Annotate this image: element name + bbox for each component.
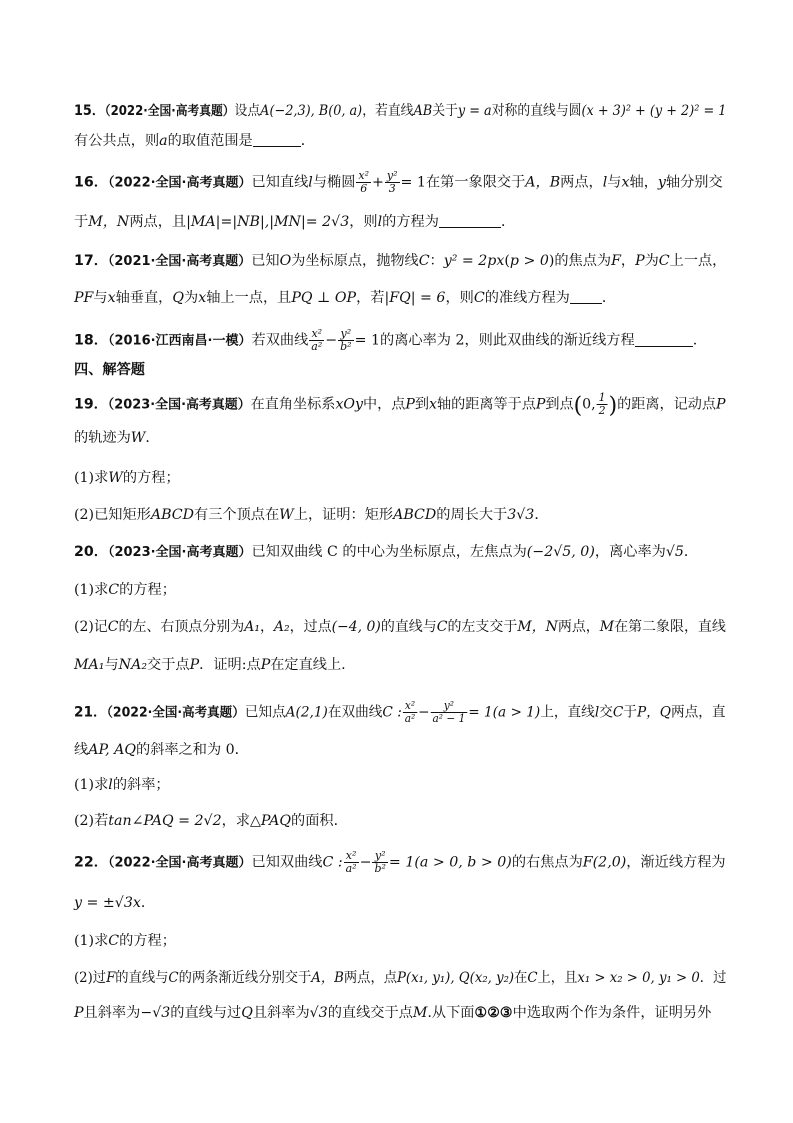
math: (x + 3)² + (y + 2)² = 1 bbox=[581, 103, 727, 119]
numerator: x² bbox=[309, 328, 324, 341]
math: x bbox=[621, 174, 630, 191]
text: (2)记 bbox=[74, 619, 108, 635]
math: M，N bbox=[88, 214, 130, 230]
problem-17-line-2 bbox=[74, 288, 726, 308]
math: W bbox=[130, 430, 146, 446]
fraction bbox=[385, 170, 400, 195]
text: 在直角坐标系 bbox=[250, 396, 336, 413]
text: 与 bbox=[93, 290, 108, 306]
numerator: x² bbox=[358, 169, 370, 182]
problem-source: （2023·全国·高考真题） bbox=[107, 545, 252, 560]
math: l bbox=[602, 174, 608, 191]
fraction bbox=[338, 328, 353, 353]
math: C : bbox=[322, 854, 343, 871]
problem-16-line-2 bbox=[74, 212, 726, 232]
text: 上，证明：矩形 bbox=[293, 507, 394, 523]
text: 的方程； bbox=[119, 933, 176, 949]
text: . bbox=[692, 332, 698, 349]
math: |FQ| = 6 bbox=[384, 290, 446, 306]
math: y = a bbox=[457, 103, 492, 119]
problem-source: （2016·江西南昌·一模） bbox=[107, 333, 252, 349]
problem-15-line-2 bbox=[74, 131, 726, 151]
numerator: y² bbox=[372, 850, 387, 863]
problem-19-part-2 bbox=[74, 505, 726, 525]
text: 且斜率为 bbox=[252, 1005, 310, 1021]
text: 为 bbox=[184, 290, 199, 306]
text: ( bbox=[504, 253, 510, 269]
text: 上一点， bbox=[669, 253, 727, 269]
math: O bbox=[279, 253, 292, 269]
math: F(2,0) bbox=[582, 854, 627, 871]
numerator: y² bbox=[386, 169, 398, 182]
problem-number: 17． bbox=[74, 253, 108, 269]
math: C bbox=[436, 619, 448, 635]
math: C bbox=[168, 970, 179, 986]
problem-22-part-2-cont bbox=[74, 1003, 726, 1023]
math: F bbox=[106, 970, 116, 986]
text: 在第二象限，直线 bbox=[614, 619, 726, 635]
text: 的右焦点为 bbox=[511, 854, 583, 871]
math: P bbox=[635, 253, 645, 269]
text: 的斜率之和为 0． bbox=[136, 742, 249, 758]
fraction bbox=[309, 328, 324, 353]
text: 若双曲线 bbox=[251, 332, 309, 349]
text: (1)求 bbox=[74, 582, 109, 598]
text: 有公共点，则 bbox=[74, 133, 160, 149]
numerator: y² bbox=[338, 328, 353, 341]
text: .从下面 bbox=[427, 1005, 475, 1021]
text: 对称的直线与圆 bbox=[491, 103, 582, 119]
text: 线 bbox=[74, 742, 89, 758]
numerator: x² bbox=[344, 850, 359, 863]
math: Q bbox=[172, 290, 185, 306]
math: √3 bbox=[309, 1005, 328, 1021]
math: A(2,1) bbox=[285, 704, 328, 721]
text: 的周长大于 bbox=[436, 507, 508, 523]
text: 已知直线 bbox=[251, 174, 309, 191]
problem-number: 22． bbox=[74, 854, 108, 871]
math: l bbox=[308, 174, 313, 191]
text: 到 bbox=[414, 396, 429, 413]
text: 且斜率为 bbox=[83, 1005, 141, 1021]
math: (−2√5, 0) bbox=[526, 544, 595, 560]
text: 的直线交于点 bbox=[327, 1005, 413, 1021]
text: (2)过 bbox=[74, 970, 107, 986]
text: 的直线与 bbox=[380, 619, 437, 635]
math: C bbox=[658, 253, 670, 269]
problem-22-part-1 bbox=[74, 931, 726, 951]
text: (1)求 bbox=[74, 470, 109, 486]
math: 3√3 bbox=[507, 507, 535, 523]
math: l bbox=[594, 704, 600, 721]
text: )的焦点为 bbox=[548, 253, 612, 269]
text: 的面积． bbox=[291, 813, 348, 829]
math: P bbox=[189, 657, 200, 673]
text: 的方程； bbox=[122, 470, 180, 486]
text: ．证明:点 bbox=[199, 657, 261, 673]
math: P bbox=[405, 396, 415, 413]
text: 的两条渐近线分别交于 bbox=[178, 970, 312, 986]
math: P bbox=[260, 657, 271, 673]
text: ，则 bbox=[349, 214, 378, 230]
problem-22-line-1: 22．（2022·全国·高考真题）已知双曲线C : $\frac{\text{x²}}{\text{a²}}$ − $\frac{\text{y²}}{\text{b²}}$ = 1(a > 0, b > 0)的右焦点为F(2,0)，渐近线方程为 bbox=[74, 849, 726, 875]
math: x bbox=[428, 396, 437, 413]
problem-number: 19． bbox=[74, 396, 108, 413]
math: P bbox=[74, 1005, 84, 1021]
math: C : bbox=[382, 704, 402, 721]
fraction bbox=[403, 700, 417, 725]
text: ， bbox=[259, 619, 274, 635]
problem-15-line-1 bbox=[74, 101, 727, 122]
text: ． bbox=[601, 290, 617, 306]
math: P bbox=[716, 396, 726, 413]
text: 中，点 bbox=[362, 396, 406, 413]
problem-number: 15． bbox=[74, 103, 105, 119]
text: (1)求 bbox=[74, 933, 109, 949]
problem-number: 21． bbox=[74, 704, 107, 721]
problem-20-part-1 bbox=[74, 580, 726, 600]
math: C bbox=[473, 290, 485, 306]
text: 已知点 bbox=[244, 704, 286, 721]
math: x bbox=[198, 290, 207, 306]
text: 的方程为 bbox=[382, 214, 439, 230]
problem-20-part-2 bbox=[74, 617, 726, 637]
text: 的取值范围是 bbox=[167, 133, 253, 149]
problem-21-part-2 bbox=[74, 811, 726, 831]
text: ，若 bbox=[356, 290, 385, 306]
math: = 1 bbox=[400, 174, 426, 191]
fraction bbox=[372, 850, 387, 875]
answer-blank[interactable] bbox=[635, 332, 693, 347]
text: ，求 bbox=[221, 813, 250, 829]
problem-source: （2021·全国·高考真题） bbox=[107, 254, 252, 269]
math: xOy bbox=[335, 396, 363, 413]
text: ，渐近线方程为 bbox=[626, 854, 726, 871]
math: C bbox=[108, 582, 120, 598]
text: 为 bbox=[644, 253, 659, 269]
text: 已知 bbox=[251, 253, 280, 269]
denominator: a² − 1 bbox=[432, 712, 466, 725]
text: ，则 bbox=[445, 290, 474, 306]
problem-20-line-1 bbox=[74, 542, 726, 563]
answer-blank[interactable] bbox=[253, 132, 301, 147]
fraction bbox=[344, 850, 359, 875]
text: 的准线方程为 bbox=[484, 290, 570, 306]
text: 两点， bbox=[557, 619, 600, 635]
problem-21-line-2 bbox=[74, 740, 726, 760]
text: ． bbox=[500, 214, 516, 230]
text: 的左、右顶点分别为 bbox=[118, 619, 245, 635]
math: x₁ > x₂ > 0, y₁ > 0 bbox=[577, 970, 700, 986]
text: 轴分别交 bbox=[665, 174, 723, 191]
text: 于 bbox=[74, 214, 89, 230]
text: ，若直线 bbox=[362, 103, 414, 119]
problem-19-part-1 bbox=[74, 468, 726, 488]
text: 的直线与 bbox=[115, 970, 169, 986]
text: 在第一象限交于 bbox=[425, 174, 526, 191]
fraction bbox=[356, 170, 371, 195]
problem-17-line-1 bbox=[74, 251, 725, 272]
math: a bbox=[159, 133, 168, 149]
problem-number: 16． bbox=[74, 174, 108, 191]
math: P，Q bbox=[636, 704, 671, 721]
math: l bbox=[377, 214, 383, 230]
math: PF bbox=[74, 290, 94, 306]
denominator: 6 bbox=[360, 182, 368, 195]
text: 轴上一点，且 bbox=[206, 290, 292, 306]
text: 交 bbox=[599, 704, 613, 721]
math: PQ ⊥ OP bbox=[291, 290, 357, 306]
problem-source: （2023·全国·高考真题） bbox=[107, 397, 251, 413]
text: 上，直线 bbox=[540, 704, 595, 721]
math: |MA|=|NB|,|MN|= 2√3 bbox=[186, 214, 350, 230]
denominator: b² bbox=[374, 862, 386, 875]
math: = 1 bbox=[354, 332, 381, 349]
text: 为坐标原点，抛物线 bbox=[291, 253, 419, 269]
math: MA₁ bbox=[74, 657, 105, 673]
math: C bbox=[107, 619, 119, 635]
section-heading: 四、解答题 bbox=[74, 362, 145, 378]
text: ： bbox=[429, 253, 444, 269]
text: 的方程； bbox=[119, 582, 176, 598]
text: 在双曲线 bbox=[327, 704, 383, 721]
answer-blank[interactable] bbox=[439, 213, 501, 228]
denominator: 2 bbox=[598, 404, 606, 417]
problem-18-line-1: 18．（2016·江西南昌·一模）若双曲线 $\frac{\text{x²}}{\text{a²}}$ − $\frac{\text{y²}}{\text{b²}}$ = 1的离心率为 2，则此双曲线的渐近线方程 . bbox=[74, 327, 698, 353]
text: 于 bbox=[623, 704, 637, 721]
text: ． bbox=[534, 507, 549, 523]
text: 的直线与过 bbox=[170, 1005, 242, 1021]
text: ．过 bbox=[699, 970, 727, 986]
paren: ( bbox=[573, 393, 583, 419]
math: C bbox=[527, 970, 538, 986]
math: C bbox=[418, 253, 430, 269]
math: P bbox=[535, 396, 546, 413]
math: W bbox=[279, 507, 294, 523]
text: 的离心率为 2，则此双曲线的渐近线方程 bbox=[380, 332, 635, 349]
text: 交于点 bbox=[147, 657, 190, 673]
math: y² = 2px bbox=[443, 253, 505, 269]
denominator: b² bbox=[340, 340, 352, 353]
math: ABCD bbox=[393, 507, 437, 523]
math: C bbox=[108, 933, 120, 949]
text: (1)求 bbox=[74, 777, 109, 793]
text: 两点，且 bbox=[129, 214, 187, 230]
text: ． bbox=[145, 430, 160, 446]
denominator: a² bbox=[311, 340, 323, 353]
text: 的轨迹为 bbox=[74, 430, 131, 446]
text: 与 bbox=[607, 174, 622, 191]
math: M bbox=[412, 1005, 428, 1021]
math: p > 0 bbox=[509, 253, 549, 269]
problem-source: （2022·全国·高考真题） bbox=[107, 855, 252, 871]
text: 两点，点 bbox=[343, 970, 398, 986]
math: Q bbox=[241, 1005, 253, 1021]
text: 轴的距离等于点 bbox=[436, 396, 536, 413]
text: 两点，直 bbox=[670, 704, 726, 721]
text: 轴， bbox=[629, 174, 658, 191]
problem-19-line-1 bbox=[74, 391, 726, 419]
problem-16-line-1: 16．（2022·全国·高考真题）已知直线l与椭圆 $\frac{\text{x²}}{6}$ + $\frac{\text{y²}}{3}$ = 1在第一象限交于A，B两点，l与x轴，y轴分别交 bbox=[74, 169, 723, 195]
math: A₂ bbox=[273, 619, 290, 635]
math: A(−2,3), B(0, a) bbox=[260, 103, 363, 119]
denominator: a² bbox=[345, 862, 357, 875]
text: 在 bbox=[514, 970, 528, 986]
problem-22-line-2 bbox=[74, 893, 726, 913]
denominator: a² bbox=[404, 712, 416, 725]
problem-source: （2022·全国·高考真题） bbox=[104, 104, 235, 119]
math: C bbox=[612, 704, 624, 721]
text: (2)若 bbox=[74, 813, 109, 829]
answer-blank[interactable] bbox=[570, 289, 602, 304]
text: ． bbox=[300, 133, 315, 149]
text: (2)已知矩形 bbox=[74, 507, 151, 523]
paren: ) bbox=[608, 393, 618, 419]
text: ． bbox=[140, 895, 156, 911]
fraction bbox=[597, 392, 608, 417]
math: W bbox=[108, 470, 123, 486]
math: y = ±√3x bbox=[74, 895, 141, 911]
text: ，过点 bbox=[289, 619, 332, 635]
text: 到点 bbox=[545, 396, 574, 413]
numerator: y² bbox=[431, 700, 468, 713]
text: 设点 bbox=[234, 103, 261, 119]
math: A，B bbox=[311, 970, 344, 986]
math: A₁ bbox=[244, 619, 260, 635]
text: 与 bbox=[104, 657, 119, 673]
math: y bbox=[657, 174, 666, 191]
math: A，B bbox=[525, 174, 561, 191]
text: ，离心率为 bbox=[594, 544, 666, 560]
text: 有三个顶点在 bbox=[194, 507, 280, 523]
text: ， bbox=[620, 253, 636, 269]
numerator: 1 bbox=[598, 391, 606, 404]
problem-20-part-2-cont bbox=[74, 655, 726, 675]
math: = 1(a > 0, b > 0) bbox=[388, 854, 512, 871]
math: −√3 bbox=[140, 1005, 171, 1021]
text: 上，且 bbox=[537, 970, 578, 986]
math: √5 bbox=[665, 544, 684, 560]
text: 两点， bbox=[560, 174, 603, 191]
problem-19-line-2 bbox=[74, 428, 726, 448]
text: 关于 bbox=[432, 103, 458, 119]
text: ． bbox=[683, 544, 699, 560]
problem-number: 18． bbox=[74, 332, 108, 349]
problem-21-part-1 bbox=[74, 775, 726, 795]
text: 已知双曲线 C 的中心为坐标原点，左焦点为 bbox=[251, 544, 527, 560]
math: M，N bbox=[517, 619, 558, 635]
math: M bbox=[599, 619, 615, 635]
math: x bbox=[107, 290, 116, 306]
math: ABCD bbox=[150, 507, 195, 523]
denominator: 3 bbox=[388, 182, 396, 195]
text: 轴垂直， bbox=[115, 290, 173, 306]
problem-21-line-1: 21．（2022·全国·高考真题）已知点A(2,1)在双曲线C : $\frac{\text{x²}}{\text{a²}}$ − $\frac{\text{y²}}{\text{a² − 1}}$ = 1(a > 1)上，直线l交C于P，Q两点，直 bbox=[74, 699, 726, 725]
math: P(x₁, y₁), Q(x₂, y₂) bbox=[397, 970, 515, 986]
problem-source: （2022·全国·高考真题） bbox=[107, 175, 252, 191]
math: NA₂ bbox=[118, 657, 148, 673]
math: l bbox=[108, 777, 113, 793]
fraction bbox=[431, 700, 468, 725]
text: 的斜率； bbox=[112, 777, 170, 793]
math: tan∠PAQ = 2√2 bbox=[108, 813, 222, 829]
condition-markers: ①②③ bbox=[474, 1005, 513, 1021]
text: 已知双曲线 bbox=[251, 854, 323, 871]
text: 与椭圆 bbox=[312, 174, 356, 191]
math: △PAQ bbox=[250, 813, 292, 829]
math: AP, AQ bbox=[88, 742, 137, 758]
math: F bbox=[611, 253, 621, 269]
text: 在定直线上. bbox=[270, 657, 346, 673]
problem-number: 20． bbox=[74, 544, 108, 560]
math: 0, bbox=[582, 396, 596, 413]
math: = 1(a > 1) bbox=[468, 704, 541, 721]
math: (−4, 0) bbox=[331, 619, 381, 635]
problem-source: （2022·全国·高考真题） bbox=[106, 705, 245, 721]
text: 中选取两个作为条件，证明另外 bbox=[512, 1005, 712, 1021]
text: 的距离，记动点 bbox=[617, 396, 717, 413]
math: AB bbox=[413, 103, 433, 119]
text: 的左支交于 bbox=[447, 619, 518, 635]
problem-22-part-2 bbox=[74, 968, 727, 988]
numerator: x² bbox=[403, 700, 417, 713]
